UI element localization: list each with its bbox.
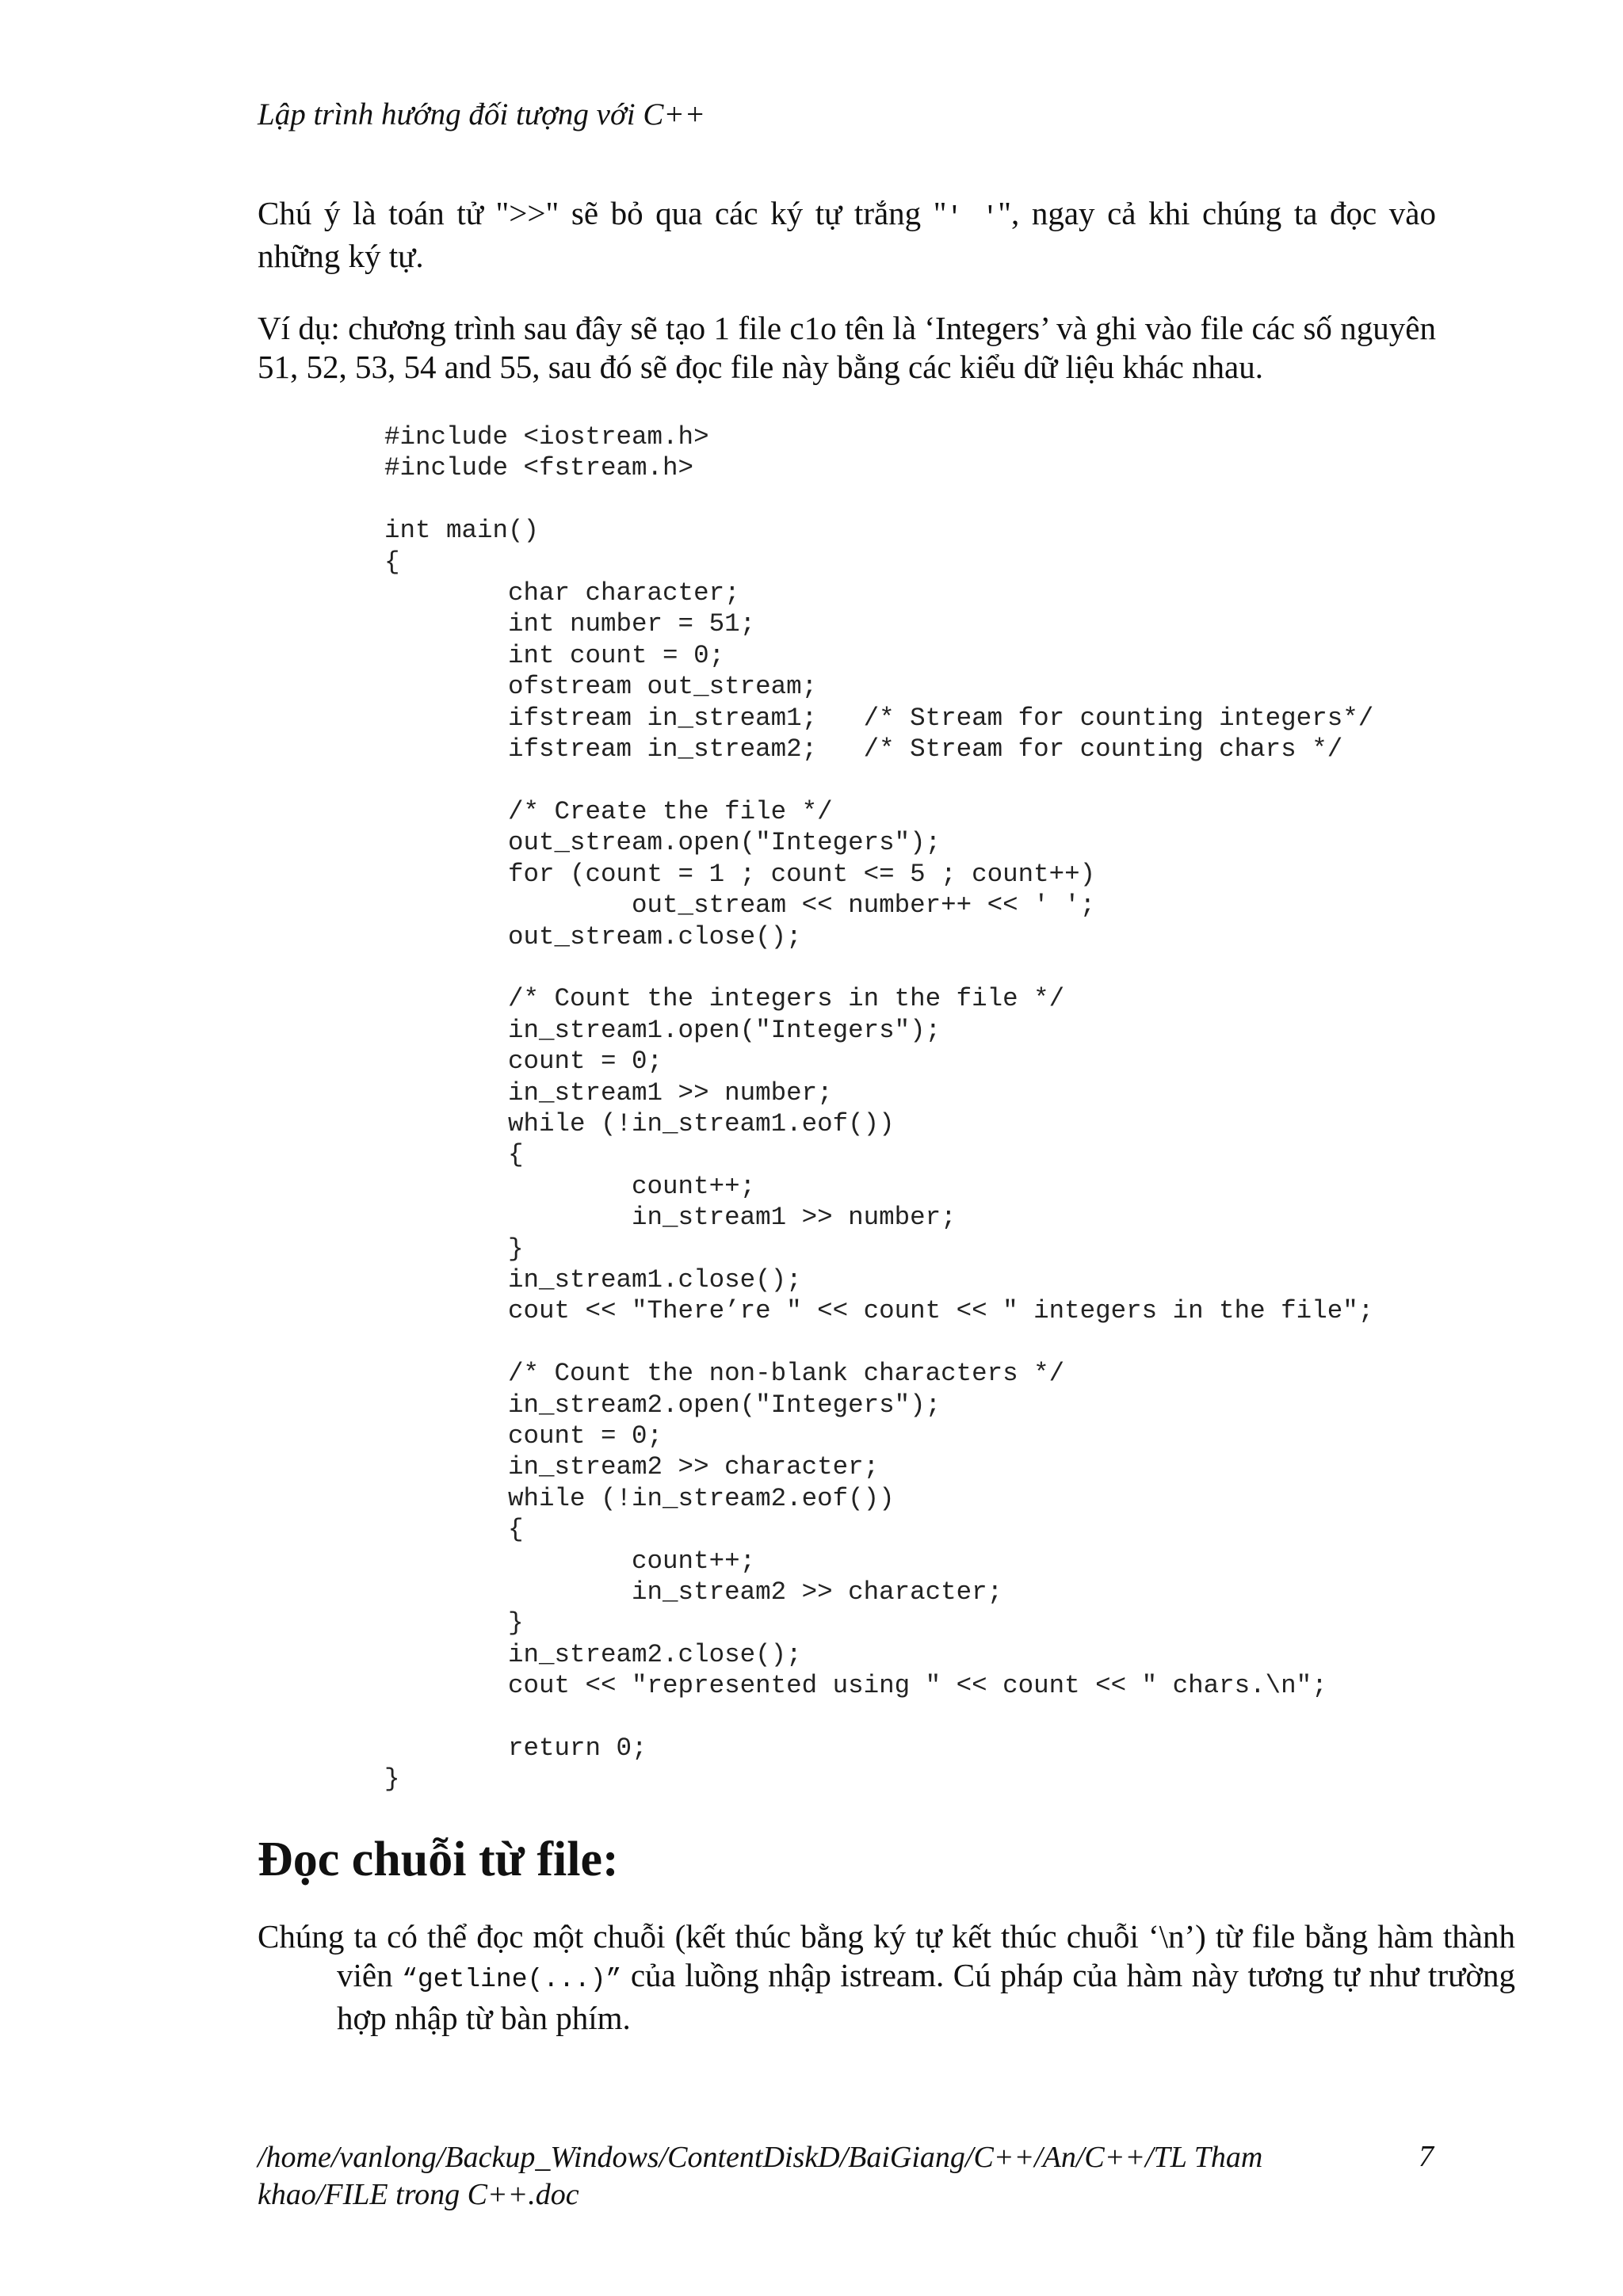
code-line: in_stream2.open("Integers"); xyxy=(384,1390,941,1420)
note-paragraph xyxy=(258,194,1436,276)
code-line: count = 0; xyxy=(384,1047,663,1077)
code-line: { xyxy=(384,547,400,577)
code-listing xyxy=(384,421,1373,1795)
code-line: in_stream2 >> character; xyxy=(384,1577,1003,1608)
code-line: in_stream1.close(); xyxy=(384,1264,802,1295)
footer-file-path: /home/vanlong/Backup_Windows/ContentDiskD/BaiGiang/C++/An/C++/TL Tham khao/FILE trong C++.doc xyxy=(258,2141,1263,2211)
code-line: ifstream in_stream1; /* Stream for counting integers*/ xyxy=(384,703,1374,733)
running-header: Lập trình hướng đối tượng với C++ xyxy=(258,97,705,132)
code-line: in_stream2.close(); xyxy=(384,1639,802,1669)
code-line: in_stream1 >> number; xyxy=(384,1203,957,1233)
code-line: { xyxy=(384,1515,524,1545)
code-line: in_stream1 >> number; xyxy=(384,1077,833,1108)
note-text-end: ", ngay cả khi chúng ta đọc vào những ký tự. xyxy=(258,195,1436,274)
code-line: count++; xyxy=(384,1546,756,1576)
code-line: count++; xyxy=(384,1171,756,1201)
code-line: ifstream in_stream2; /* Stream for counting chars */ xyxy=(384,734,1343,765)
section-heading: Đọc chuỗi từ file: xyxy=(258,1833,619,1886)
code-line: out_stream << number++ << ' '; xyxy=(384,891,1096,921)
getline-text-start: Chúng ta có thể đọc một chuỗi (kết thúc bằng ký tự kết thúc chuỗi ‘\n’) từ file bằng hàm thành viên xyxy=(258,1918,1515,1993)
code-line: { xyxy=(384,1140,524,1170)
code-line: } xyxy=(384,1234,524,1264)
code-line: out_stream.open("Integers"); xyxy=(384,828,941,858)
code-line: count = 0; xyxy=(384,1421,663,1451)
getline-paragraph xyxy=(258,1917,1515,2038)
code-line: #include <iostream.h> xyxy=(384,422,709,452)
code-line: char character; xyxy=(384,578,740,608)
code-line: } xyxy=(384,1608,524,1638)
code-line: /* Count the non-blank characters */ xyxy=(384,1359,1065,1389)
code-line: int main() xyxy=(384,516,540,546)
code-line: out_stream.close(); xyxy=(384,921,802,952)
footer-page-number: 7 xyxy=(1419,2140,1434,2173)
code-line: int number = 51; xyxy=(384,609,756,639)
code-line: ofstream out_stream; xyxy=(384,672,818,702)
code-line: int count = 0; xyxy=(384,640,725,670)
code-line: while (!in_stream1.eof()) xyxy=(384,1108,895,1138)
code-line: /* Count the integers in the file */ xyxy=(384,984,1065,1014)
note-inline-code: ' ' xyxy=(946,203,999,232)
example-intro-paragraph: Ví dụ: chương trình sau đây sẽ tạo 1 file c1o tên là ‘Integers’ và ghi vào file các số nguyên 51, 52, 53, 54 and 55, sau đó sẽ đọc file này bằng các kiểu dữ liệu khác nhau. xyxy=(258,310,1436,385)
note-text-start: Chú ý là toán tử ">>" sẽ bỏ qua các ký tự trắng " xyxy=(258,195,947,231)
code-line: cout << "There’re " << count << " integers in the file"; xyxy=(384,1296,1374,1326)
getline-text-end: của luồng nhập istream. Cú pháp của hàm này tương tự như trường hợp nhập từ bàn phím. xyxy=(337,1957,1516,2036)
code-line: in_stream2 >> character; xyxy=(384,1452,880,1482)
code-line: #include <fstream.h> xyxy=(384,453,694,483)
code-line: while (!in_stream2.eof()) xyxy=(384,1483,895,1513)
code-line: } xyxy=(384,1764,400,1794)
code-line: return 0; xyxy=(384,1733,647,1764)
code-line: in_stream1.open("Integers"); xyxy=(384,1015,941,1045)
code-line: for (count = 1 ; count <= 5 ; count++) xyxy=(384,859,1096,889)
getline-inline-code: “getline(...)” xyxy=(402,1965,622,1994)
code-line: cout << "represented using " << count << " chars.\n"; xyxy=(384,1671,1327,1701)
code-line: /* Create the file */ xyxy=(384,796,833,826)
